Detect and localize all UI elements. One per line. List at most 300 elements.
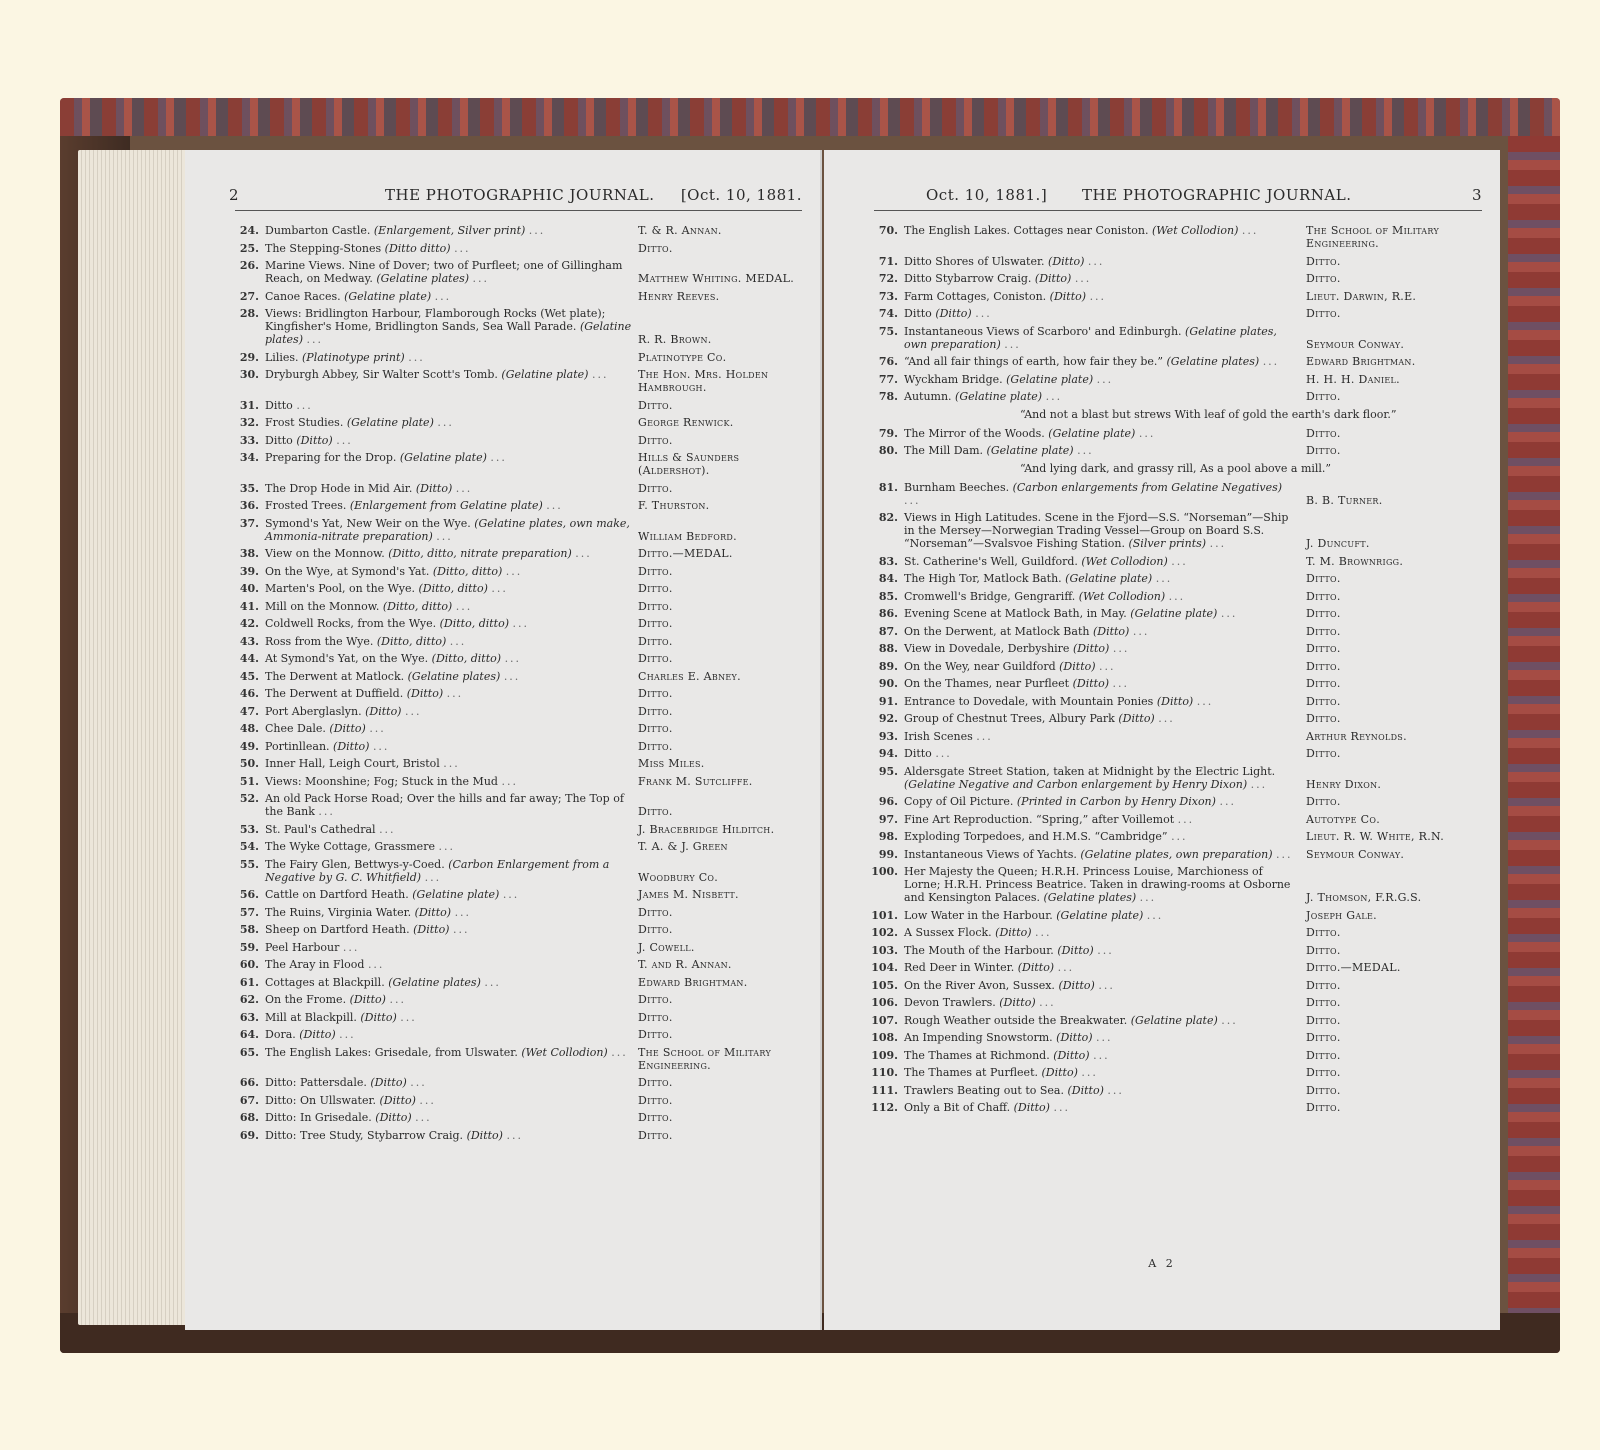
entry-exhibitor: Ditto. [638,433,673,447]
entry-process: (Ditto) [329,722,366,735]
entry-title: A Sussex Flock. [904,926,992,939]
catalogue-entry [870,660,1484,673]
entry-number: 25. [239,241,259,255]
catalogue-entry [870,307,1484,320]
entry-title: Autumn. [904,390,952,403]
leader-dots: ... [528,224,546,237]
entry-process: (Gelatine plate) [1056,908,1144,922]
entry-number: 74. [878,307,898,320]
leader-dots: ... [342,940,360,954]
entry-title: The Mirror of the Woods. [904,426,1045,440]
leader-dots: ... [1097,943,1114,957]
leader-dots: ... [1241,224,1259,237]
entry-exhibitor: Ditto. [1306,978,1341,992]
entry-process: (Ditto) [1034,272,1072,285]
entry-exhibitor: The Hon. Mrs. Holden Hambrough. [638,368,769,394]
entry-process: (Gelatine plate) [399,451,487,464]
entry-title: Evening Scene at Matlock Bath, in May. [904,607,1127,620]
entry-description [265,906,638,919]
catalogue-entry [870,813,1484,826]
catalogue-entry [870,373,1484,386]
entry-process: (Ditto) [1053,1048,1090,1062]
entry-number: 80. [878,444,898,457]
entry-description [904,625,1306,638]
entry-exhibitor: T. M. Brownrigg. [1306,554,1404,568]
catalogue-entry [870,695,1484,708]
entry-number: 104. [871,961,898,974]
entry-number: 78. [878,390,898,403]
leader-dots: ... [1177,812,1195,826]
catalogue-entry [231,290,804,303]
entry-process: (Ditto, ditto) [432,564,503,578]
entry-process: (Ditto, ditto) [439,617,510,630]
entry-description [904,255,1306,268]
entry-description [904,1049,1306,1062]
entry-description [904,909,1306,922]
leader-dots: ... [484,975,501,989]
catalogue-entry [870,765,1484,791]
catalogue-entry [231,482,804,495]
entry-number: 38. [239,547,259,560]
catalogue-entry [231,399,804,412]
leader-dots: ... [491,582,508,595]
catalogue-entry [870,1014,1484,1027]
entry-process: (Ditto) [1049,289,1087,303]
entry-process: (Gelatine plates) [1043,891,1137,904]
leader-dots: ... [1146,908,1164,922]
catalogue-entry [231,705,804,718]
catalogue-entry [231,565,804,578]
entry-exhibitor: Edward Brightman. [638,975,748,989]
leader-dots: ... [1220,607,1238,620]
entry-description [904,427,1306,440]
entry-exhibitor: Ditto. [638,1028,673,1041]
entry-title: Marine Views. Nine of Dover; two of Purfleet; one of Gillingham Reach, on Medway. [265,259,623,285]
catalogue-entry [231,259,804,285]
journal-title: THE PHOTOGRAPHIC JOURNAL. [385,186,655,204]
entry-description [265,1111,638,1124]
leader-dots: ... [1112,642,1130,655]
entry-description [904,272,1306,285]
entry-description [265,1076,638,1089]
leader-dots: ... [336,433,353,447]
leader-dots: ... [504,652,522,665]
catalogue-entry [231,617,804,630]
entry-exhibitor: Ditto. [638,1010,673,1024]
entry-process: (Ditto) [296,433,333,447]
entry-description [904,590,1306,603]
entry-exhibitor: Ditto. [638,652,673,665]
entry-number: 87. [878,624,898,638]
entry-title: Views: Moonshine; Fog; Stuck in the Mud [265,774,498,788]
leader-dots: ... [1138,426,1156,440]
entry-description [265,290,638,303]
entry-process: (Ditto) [413,923,450,936]
entry-exhibitor: Frank M. Sutcliffe. [638,774,753,788]
entry-exhibitor: Lieut. Darwin, R.E. [1306,289,1417,303]
entry-title: Red Deer in Winter. [904,961,1015,974]
entry-number: 66. [239,1076,259,1089]
entry-title: Views in High Latitudes. Scene in the Fjord—S.S. “Norseman”—Ship in the Mersey—Norwegian Trading Vessel—Group on Board S.S. “Norseman”—Svalsvoe Fishing Station. [904,511,1289,550]
entry-number: 91. [878,694,898,708]
leader-dots: ... [1171,554,1188,568]
catalogue-entry [231,1111,804,1124]
entry-description [904,373,1306,386]
leader-dots: ... [400,1010,417,1024]
entry-exhibitor: Ditto. [638,634,673,648]
entry-exhibitor: Ditto. [1306,659,1341,673]
entry-description [904,1066,1306,1079]
catalogue-entry [231,351,804,364]
catalogue-entry [231,906,804,919]
entry-description [265,722,638,735]
entry-number: 44. [239,652,259,665]
catalogue-entry [231,1028,804,1041]
catalogue-entry [870,390,1484,403]
signature-mark: A 2 [1148,1257,1176,1270]
entry-exhibitor: Ditto. [1306,607,1341,620]
entry-title: The Derwent at Duffield. [265,687,404,700]
catalogue-entry [870,677,1484,690]
entry-exhibitor: Henry Reeves. [638,289,720,303]
entry-title: Sheep on Dartford Heath. [265,923,410,936]
entry-process: (Ditto) [1072,677,1109,690]
entry-title: Dryburgh Abbey, Sir Walter Scott's Tomb. [265,368,498,381]
leader-dots: ... [367,958,385,971]
catalogue-entry [870,730,1484,743]
entry-number: 35. [239,481,259,495]
entry-description [904,1101,1306,1114]
entry-description [904,677,1306,690]
leader-dots: ... [1168,589,1186,603]
leader-dots: ... [1158,712,1175,725]
entry-process: (Ditto) [299,1028,336,1041]
entry-exhibitor: Ditto. [1306,624,1341,638]
catalogue-entry [231,242,804,255]
entry-exhibitor: H. H. H. Daniel. [1306,372,1400,386]
entry-number: 79. [878,426,898,440]
catalogue-entry [231,582,804,595]
entry-description [265,858,638,884]
entry-exhibitor: The School of Military Engineering. [1306,224,1440,250]
entry-description [265,1046,638,1072]
catalogue-entry [870,607,1484,620]
entry-title: Ditto [265,433,293,447]
catalogue-entry [870,747,1484,760]
entry-exhibitor: Ditto. [1306,1031,1341,1044]
leader-dots: ... [389,993,406,1006]
entry-description [904,830,1306,843]
entry-exhibitor: Ditto. [638,1093,673,1107]
entry-title: The Fairy Glen, Bettwys-y-Coed. [265,857,445,871]
catalogue-entry [231,757,804,770]
catalogue-entry [870,795,1484,808]
entry-title: Ditto Shores of Ulswater. [904,254,1045,268]
entry-exhibitor: Ditto. [1306,1083,1341,1097]
entry-number: 71. [878,254,898,268]
entry-number: 95. [878,764,898,778]
book-right-edge [1508,136,1560,1353]
entry-description [265,482,638,495]
entry-exhibitor: Ditto. [638,1076,673,1089]
entry-process: (Wet Collodion) [1151,224,1239,237]
entry-number: 89. [878,659,898,673]
catalogue-entry [870,444,1484,457]
entry-description [265,547,638,560]
entry-title: An old Pack Horse Road; Over the hills and far away; The Top of the Bank [265,792,624,818]
entry-process: (Wet Collodion) [521,1045,608,1059]
entry-number: 100. [871,865,898,878]
entry-number: 82. [878,511,898,524]
entry-number: 30. [239,368,259,381]
entry-number: 51. [239,774,259,788]
entry-title: At Symond's Yat, on the Wye. [265,652,429,665]
entry-title: Preparing for the Drop. [265,451,397,464]
entry-description [265,617,638,630]
entry-description [904,325,1306,351]
entry-exhibitor: Ditto. [1306,1013,1341,1027]
catalogue-entry [870,926,1484,939]
entry-exhibitor: Ditto. [1306,943,1341,957]
entry-number: 65. [239,1045,259,1059]
entry-process: (Ditto) [935,307,972,320]
entry-process: (Ditto) [466,1128,503,1142]
entry-list [870,224,1484,1119]
entry-process: (Ditto, ditto) [431,652,502,665]
entry-title: An Impending Snowstorm. [904,1031,1053,1044]
entry-exhibitor: Ditto. [638,923,673,936]
entry-title: Marten's Pool, on the Wye. [265,582,415,595]
entry-title: Irish Scenes [904,729,973,743]
entry-number: 98. [878,830,898,843]
entry-description [265,635,638,648]
leader-dots: ... [1096,1031,1113,1044]
catalogue-entry [231,416,804,429]
leader-dots: ... [503,669,521,683]
catalogue-entry [231,823,804,836]
entry-title: Rough Weather outside the Breakwater. [904,1013,1128,1027]
leader-dots: ... [546,499,563,512]
catalogue-entry [231,687,804,700]
catalogue-entry [231,652,804,665]
leader-dots: ... [1132,624,1150,638]
entry-exhibitor: Edward Brightman. [1306,355,1416,368]
entry-exhibitor: Ditto. [1306,572,1341,585]
entry-process: (Ditto) [1072,642,1110,655]
leader-dots: ... [904,493,921,507]
entry-title: Wyckham Bridge. [904,372,1003,386]
entry-title: The Aray in Flood [265,958,365,971]
entry-exhibitor: Ditto. [638,398,673,412]
entry-number: 88. [878,642,898,655]
catalogue-entry [870,830,1484,843]
entry-exhibitor: Ditto.—MEDAL. [638,547,733,560]
entry-exhibitor: T. and R. Annan. [638,958,732,971]
entry-process: (Ditto) [333,739,370,753]
entry-description [265,670,638,683]
entry-title: Her Majesty the Queen; H.R.H. Princess Louise, Marchioness of Lorne; H.R.H. Princess Beatrice. Taken in drawing-rooms at Osborne and Kensington Palaces. [904,865,1291,904]
catalogue-entry [231,740,804,753]
entry-title: View on the Monnow. [265,547,385,560]
entry-title: Low Water in the Harbour. [904,908,1053,922]
leader-dots: ... [318,805,335,818]
entry-number: 59. [239,940,259,954]
entry-description [265,823,638,836]
leader-dots: ... [1053,1101,1070,1114]
entry-exhibitor: Ditto. [1306,390,1341,403]
entry-title: Instantaneous Views of Yachts. [904,847,1077,861]
entry-process: (Gelatine plate) [346,416,434,429]
entry-title: Chee Dale. [265,722,326,735]
entry-description [904,307,1306,320]
entry-number: 53. [239,822,259,836]
entry-description [904,996,1306,1009]
entry-process: (Gelatine plate) [986,444,1074,457]
leader-dots: ... [296,398,313,412]
entry-description [265,687,638,700]
leader-dots: ... [437,416,454,429]
entry-process: (Gelatine plate) [1065,572,1153,585]
catalogue-entry [870,1101,1484,1114]
catalogue-entry [231,635,804,648]
entry-exhibitor: Ditto. [1306,307,1341,320]
entry-number: 26. [239,259,259,272]
catalogue-entry [870,481,1484,507]
entry-description [265,1011,638,1024]
entry-number: 69. [239,1128,259,1142]
entry-process: (Ditto, ditto) [376,634,447,648]
entry-title: Views: Bridlington Harbour, Flamborough Rocks (Wet plate); Kingfisher's Home, Bridlington Sands, Sea Wall Parade. [265,307,606,333]
catalogue-entry [870,961,1484,974]
entry-title: On the Wye, at Symond's Yat. [265,564,430,578]
entry-number: 97. [878,812,898,826]
page-number: 3 [1471,186,1482,204]
catalogue-entry [870,290,1484,303]
catalogue-entry [870,427,1484,440]
entry-number: 101. [871,908,898,922]
catalogue-entry [870,1066,1484,1079]
entry-description [904,848,1306,861]
entry-process: (Ditto) [1156,694,1194,708]
entry-description [265,976,638,989]
entry-number: 106. [871,996,898,1009]
catalogue-entry [870,1049,1484,1062]
entry-number: 99. [878,847,898,861]
entry-description [904,444,1306,457]
entry-exhibitor: Ditto. [1306,1101,1341,1114]
leader-dots: ... [1221,1013,1238,1027]
entry-number: 62. [239,993,259,1006]
entry-exhibitor: Ditto. [1306,444,1341,457]
catalogue-entry [231,775,804,788]
entry-title: Exploding Torpedoes, and H.M.S. “Cambridge” [904,830,1168,843]
entry-description [904,1084,1306,1097]
entry-title: Symond's Yat, New Weir on the Wye. [265,516,471,530]
entry-description [265,740,638,753]
entry-title: Cattle on Dartford Heath. [265,888,409,901]
right-page [824,150,1500,1330]
entry-title: “And all fair things of earth, how fair they be.” [904,355,1163,368]
entry-number: 28. [239,307,259,320]
entry-exhibitor: T. A. & J. Green [638,840,728,853]
entry-title: The Stepping-Stones [265,241,382,255]
entry-description [265,368,638,394]
entry-title: The Wyke Cottage, Grassmere [265,840,435,853]
catalogue-entry [231,224,804,237]
entry-title: Fine Art Reproduction. “Spring,” after Voillemot [904,812,1175,826]
entry-number: 52. [239,792,259,805]
entry-title: Burnham Beeches. [904,480,1010,494]
catalogue-entry [870,355,1484,368]
entry-title: Ditto: In Grisedale. [265,1111,372,1124]
entry-title: The Derwent at Matlock. [265,669,405,683]
entry-list [231,224,804,1146]
leader-dots: ... [1196,694,1214,708]
entry-title: Trawlers Beating out to Sea. [904,1083,1064,1097]
entry-description [265,517,638,543]
entry-exhibitor: Ditto. [638,241,673,255]
entry-title: Inner Hall, Leigh Court, Bristol [265,757,440,770]
entry-description [904,511,1306,550]
entry-exhibitor: Ditto. [1306,712,1341,725]
issue-date: Oct. 10, 1881.] [926,186,1048,204]
entry-exhibitor: Charles E. Abney. [638,669,741,683]
entry-process: (Gelatine plate) [1130,1013,1218,1027]
entry-title: Port Aberglaslyn. [265,704,362,718]
leader-dots: ... [1155,572,1173,585]
entry-title: The Mill Dam. [904,444,984,457]
entry-process: (Gelatine plates, own preparation) [904,324,1277,351]
entry-number: 43. [239,634,259,648]
entry-exhibitor: Seymour Conway. [1306,847,1405,861]
leader-dots: ... [452,923,470,936]
entry-process: (Enlargement from Gelatine plate) [349,499,543,512]
entry-number: 45. [239,669,259,683]
leader-dots: ... [490,451,507,464]
entry-title: Copy of Oil Picture. [904,795,1014,808]
entry-exhibitor: Miss Miles. [638,757,705,770]
leader-dots: ... [415,1111,432,1124]
entry-process: (Ditto) [1041,1066,1078,1079]
entry-process: (Gelatine plates, own preparation) [1080,847,1273,861]
entry-number: 83. [878,554,898,568]
entry-process: (Ditto) [370,1076,407,1089]
catalogue-entry [231,368,804,394]
entry-process: (Carbon enlargements from Gelatine Negatives) [1012,480,1283,494]
entry-description [265,582,638,595]
entry-process: (Enlargement, Silver print) [373,224,526,237]
entry-title: Frosted Trees. [265,499,347,512]
entry-exhibitor: Arthur Reynolds. [1306,729,1407,743]
entry-process: (Ditto) [1048,254,1085,268]
entry-process: (Ditto) [365,704,402,718]
entry-description [904,730,1306,743]
entry-title: The Thames at Purfleet. [904,1066,1038,1079]
entry-description [904,642,1306,655]
entry-exhibitor: Ditto. [1306,1066,1341,1079]
entry-title: On the Derwent, at Matlock Bath [904,624,1090,638]
leader-dots: ... [1250,777,1268,791]
entry-number: 85. [878,589,898,603]
leader-dots: ... [1077,444,1094,457]
entry-title: Ditto: On Ullswater. [265,1093,377,1107]
entry-number: 70. [878,224,898,237]
catalogue-entry [231,434,804,447]
entry-title: On the Thames, near Purfleet [904,677,1070,690]
entry-process: (Ditto) [406,687,444,700]
entry-process: (Ditto) [1092,624,1130,638]
entry-process: (Gelatine plates) [376,272,470,285]
